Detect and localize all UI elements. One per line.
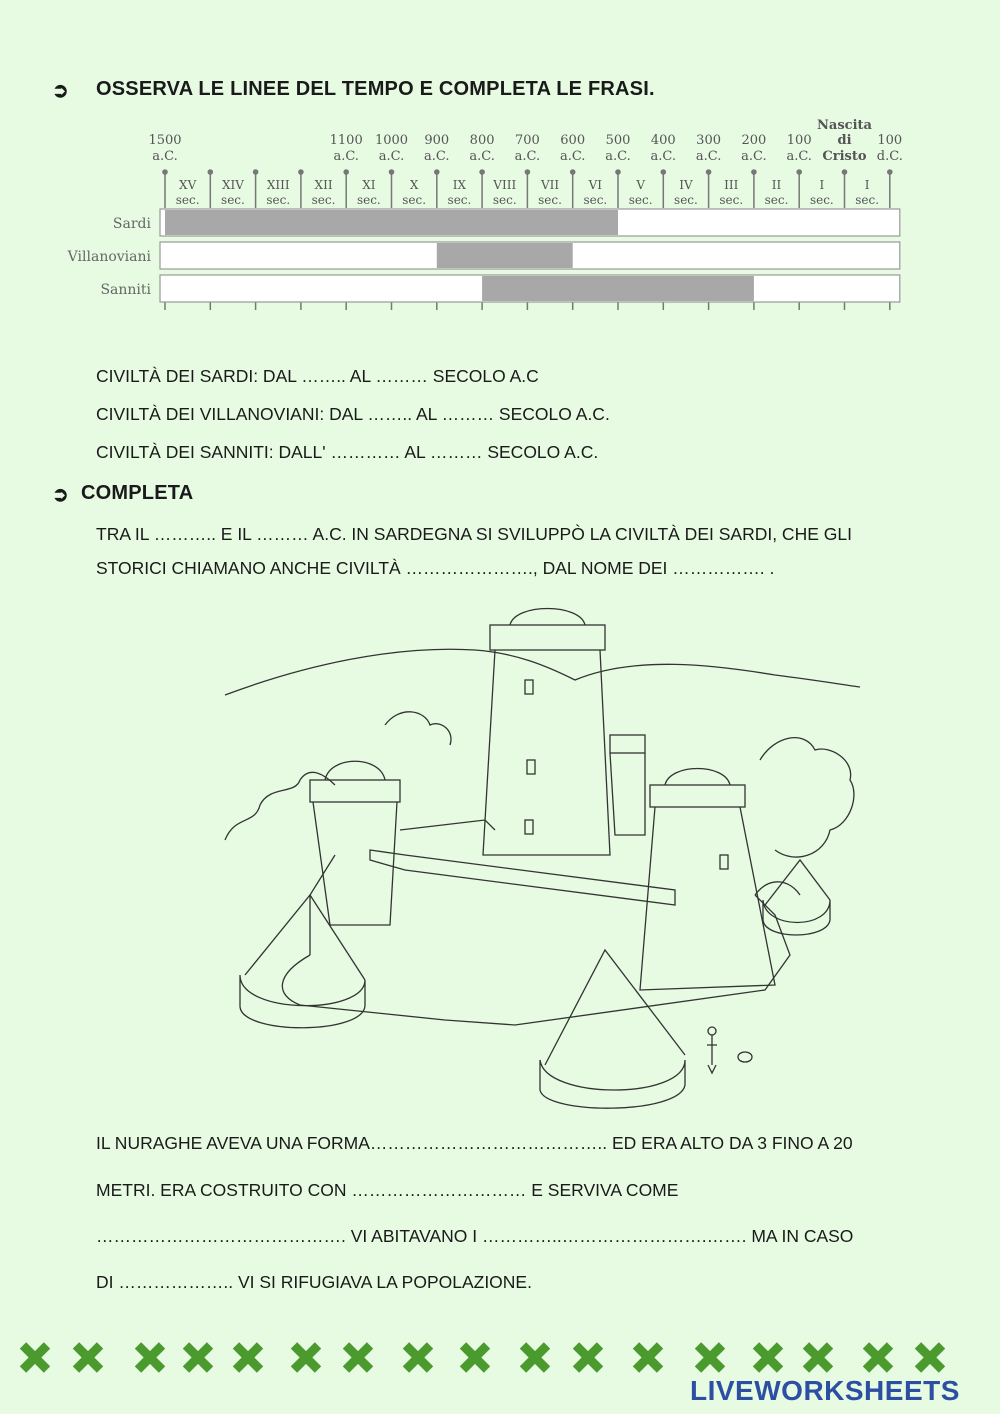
tick-dot (842, 169, 848, 175)
century-label: I (864, 178, 870, 192)
century-label: IV (679, 178, 693, 192)
century-label: I (819, 178, 825, 192)
tick-dot (887, 169, 893, 175)
era-label: a.C. (469, 149, 495, 164)
tick-dot (479, 169, 485, 175)
century-label: XI (362, 178, 376, 192)
paragraph-line-3: ……………………………………. VI ABITAVANO I …………..…………………….……. MA IN CASO (96, 1226, 854, 1246)
year-label: 100 (877, 133, 903, 148)
timeline-chart (0, 110, 1000, 320)
nuraghe-illustration-icon (215, 595, 865, 1115)
year-label: 600 (560, 133, 586, 148)
sec-label: sec. (855, 193, 880, 207)
century-label: VI (588, 178, 603, 192)
tick-dot (525, 169, 531, 175)
tick-dot (796, 169, 802, 175)
century-label: V (636, 178, 645, 192)
century-label: X (409, 178, 419, 192)
era-label: a.C. (514, 149, 541, 164)
sec-label: sec. (402, 193, 427, 207)
era-label: a.C. (152, 149, 178, 164)
century-label: VII (540, 178, 560, 192)
green-x-icon (863, 1342, 893, 1372)
arrow-bullet-icon: ➲ (52, 484, 69, 506)
year-label: 300 (696, 133, 722, 148)
green-x-icon (403, 1342, 433, 1372)
section-heading: OSSERVA LE LINEE DEL TEMPO E COMPLETA LE FRASI. (96, 78, 655, 100)
sec-label: sec. (221, 193, 245, 207)
year-label: 1100 (329, 133, 363, 148)
timeline-bar (482, 276, 754, 301)
era-label: a.C. (333, 149, 359, 164)
era-label: a.C. (786, 149, 812, 164)
timeline-bar (437, 243, 573, 268)
green-x-icon (343, 1342, 373, 1372)
sec-label: sec. (809, 193, 834, 207)
sec-label: sec. (583, 193, 608, 207)
year-label: 800 (469, 133, 495, 148)
tick-dot (706, 169, 712, 175)
era-label: a.C. (741, 149, 767, 164)
era-label: a.C. (650, 149, 677, 164)
century-label: II (771, 178, 782, 192)
green-x-icon (20, 1342, 50, 1372)
sec-label: sec. (628, 193, 653, 207)
birth-label: Nascita (817, 118, 872, 133)
year-label: 100 (786, 133, 812, 148)
sec-label: sec. (175, 193, 200, 207)
sec-label: sec. (719, 193, 744, 207)
century-label: XV (179, 178, 197, 192)
sec-label: sec. (311, 193, 336, 207)
green-x-icon (291, 1342, 321, 1372)
year-label: 1000 (374, 133, 409, 148)
paragraph-line-1: IL NURAGHE AVEVA UNA FORMA………………………………….. ED ERA ALTO DA 3 FINO A 20 (96, 1133, 853, 1153)
row-label: Sanniti (100, 282, 151, 298)
sec-label: sec. (447, 193, 472, 207)
era-label: a.C. (378, 149, 405, 164)
row-label: Sardi (112, 216, 151, 232)
tick-dot (570, 169, 576, 175)
sec-label: sec. (356, 193, 381, 207)
year-label: 500 (605, 133, 631, 148)
sec-label: sec. (266, 193, 291, 207)
year-label: 900 (424, 133, 450, 148)
tick-dot (434, 169, 440, 175)
year-label: 400 (650, 133, 676, 148)
tick-dot (661, 169, 667, 175)
liveworksheets-logo (690, 1375, 990, 1409)
era-label: a.C. (605, 149, 631, 164)
arrow-bullet-icon: ➲ (52, 80, 69, 102)
tick-dot (615, 169, 621, 175)
sentence-sardi: CIVILTÀ DEI SARDI: DAL …….. AL ……… SECOLO A.C (96, 366, 539, 386)
tick-dot (389, 169, 395, 175)
tick-dot (253, 169, 259, 175)
timeline-bar (165, 210, 618, 235)
green-x-icon (135, 1342, 165, 1372)
green-x-icon (695, 1342, 725, 1372)
tick-dot (298, 169, 304, 175)
completa-line-2: STORICI CHIAMANO ANCHE CIVILTÀ …………………., DAL NOME DEI ……………. . (96, 558, 775, 578)
section-heading: COMPLETA (81, 482, 194, 504)
tick-dot (343, 169, 349, 175)
sec-label: sec. (764, 193, 789, 207)
green-x-icon (573, 1342, 603, 1372)
tick-dot (162, 169, 168, 175)
sec-label: sec. (492, 193, 517, 207)
paragraph-line-4: DI ……………….. VI SI RIFUGIAVA LA POPOLAZIONE. (96, 1272, 532, 1292)
century-label: XIII (266, 178, 290, 192)
sec-label: sec. (538, 193, 562, 207)
green-x-icon (233, 1342, 263, 1372)
brand-text: LIVEWORKSHEETS (690, 1375, 960, 1406)
sentence-villanoviani: CIVILTÀ DEI VILLANOVIANI: DAL …….. AL ……… SECOLO A.C. (96, 404, 610, 424)
sec-label: sec. (674, 193, 698, 207)
birth-label: di (837, 133, 852, 148)
tick-dot (208, 169, 214, 175)
era-label: a.C. (695, 149, 722, 164)
paragraph-line-2: METRI. ERA COSTRUITO CON ………………………… E SERVIVA COME (96, 1180, 679, 1200)
year-label: 700 (514, 133, 540, 148)
century-label: III (724, 178, 739, 192)
green-x-icon (803, 1342, 833, 1372)
era-label: a.C. (559, 149, 586, 164)
century-label: IX (452, 178, 467, 192)
green-x-icon (915, 1342, 945, 1372)
completa-line-1: TRA IL ……….. E IL ……… A.C. IN SARDEGNA SI SVILUPPÒ LA CIVILTÀ DEI SARDI, CHE GLI (96, 524, 852, 544)
year-label: 200 (741, 133, 767, 148)
row-label: Villanoviani (67, 249, 151, 265)
green-x-icon (183, 1342, 213, 1372)
green-x-icon (460, 1342, 490, 1372)
green-x-icon (520, 1342, 550, 1372)
century-label: XIV (221, 178, 244, 192)
green-x-icon (633, 1342, 663, 1372)
sentence-sanniti: CIVILTÀ DEI SANNITI: DALL' ………… AL ……… SECOLO A.C. (96, 442, 599, 462)
century-label: XII (314, 178, 333, 192)
green-x-icon (73, 1342, 103, 1372)
year-label: 1500 (148, 133, 182, 148)
era-label: a.C. (424, 149, 450, 164)
era-label: d.C. (876, 149, 903, 164)
tick-dot (751, 169, 757, 175)
green-x-icon (753, 1342, 783, 1372)
birth-label: Cristo (822, 149, 867, 164)
century-label: VIII (493, 178, 517, 192)
